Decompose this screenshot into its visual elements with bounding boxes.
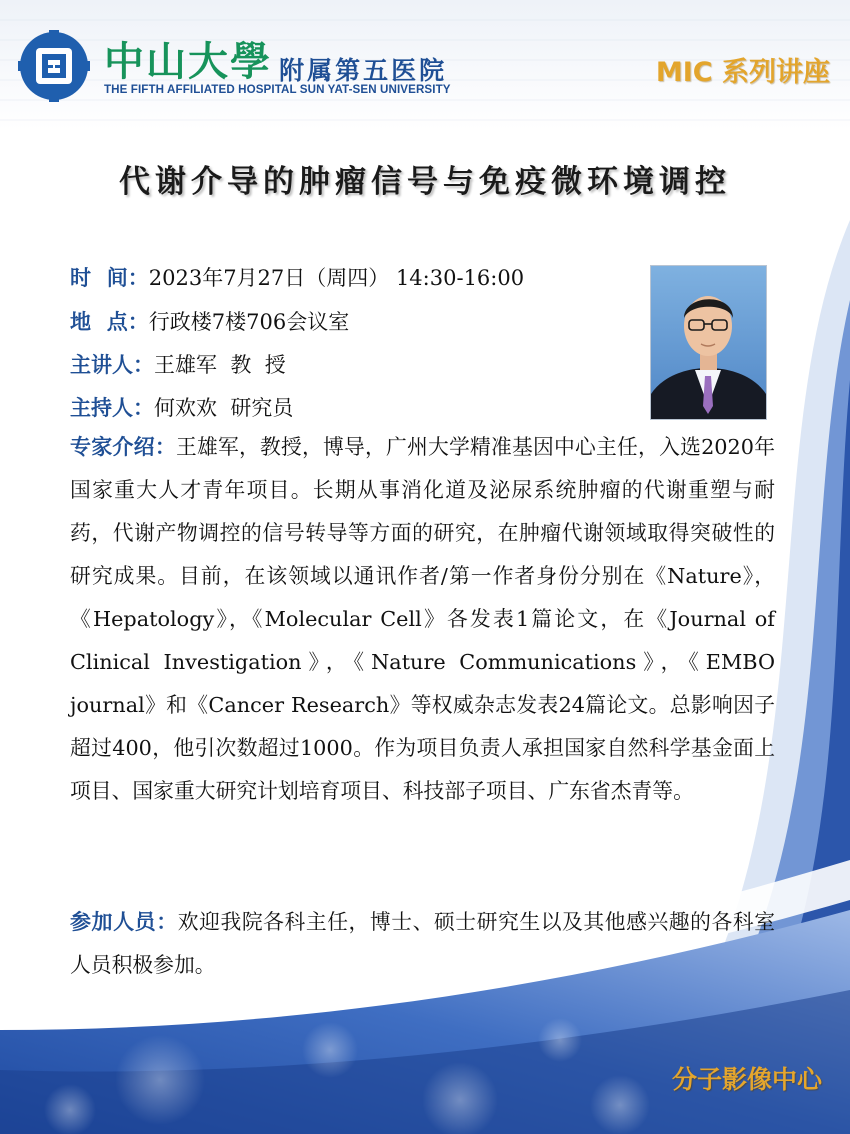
organizer-label: 分子影像中心	[671, 1065, 822, 1094]
hospital-logo-icon	[18, 30, 90, 102]
speaker-photo	[650, 265, 767, 420]
hospital-name-cn	[104, 30, 447, 87]
series-label: MIC 系列讲座	[655, 57, 830, 88]
speaker-label: 主讲人：	[70, 353, 154, 377]
speaker-value: 王雄军 教 授	[154, 353, 286, 377]
place-row	[70, 306, 349, 336]
time-row	[70, 262, 524, 292]
place-label: 地点：	[70, 310, 149, 334]
university-name: 中山大學	[104, 38, 272, 85]
speaker-bio	[70, 426, 775, 813]
time-value: 2023年7月27日（周四） 14:30-16:00	[148, 266, 525, 290]
host-label: 主持人：	[70, 396, 154, 420]
hospital-dept-name: 附属第五医院	[279, 56, 448, 85]
lecture-title: 代谢介导的肿瘤信号与免疫微环境调控	[119, 164, 731, 200]
host-value: 何欢欢 研究员	[154, 396, 294, 420]
attendees-section	[70, 901, 775, 987]
place-value: 行政楼7楼706会议室	[148, 310, 350, 334]
bio-label: 专家介绍：	[70, 435, 177, 459]
host-row	[70, 392, 293, 422]
attendees-text: 欢迎我院各科主任，博士、硕士研究生以及其他感兴趣的各科室人员积极参加。	[70, 910, 775, 977]
speaker-row	[70, 349, 286, 379]
attendees-label: 参加人员：	[70, 910, 178, 934]
time-label: 时间：	[70, 266, 149, 290]
bio-text: 王雄军，教授，博导，广州大学精准基因中心主任，入选2020年国家重大人才青年项目。长期从事消化道及泌尿系统肿瘤的代谢重塑与耐药，代谢产物调控的信号转导等方面的研究，在肿瘤代谢领域取得突破性的研究成果。目前，在该领域以通讯作者/第一作者身份分别在《Nature》，《Hepatology》，《Molecular Cell》各发表1篇论文，在《Journal of Clinical Investigation》，《Nature Communications》，《EMBO journal》和《Cancer Research》等权威杂志发表24篇论文。总影响因子超过400，他引次数超过1000。作为项目负责人承担国家自然科学基金面上项目、国家重大研究计划培育项目、科技部子项目、广东省杰青等。	[70, 435, 775, 803]
hospital-name-en: THE FIFTH AFFILIATED HOSPITAL SUN YAT-SEN UNIVERSITY	[104, 83, 451, 96]
